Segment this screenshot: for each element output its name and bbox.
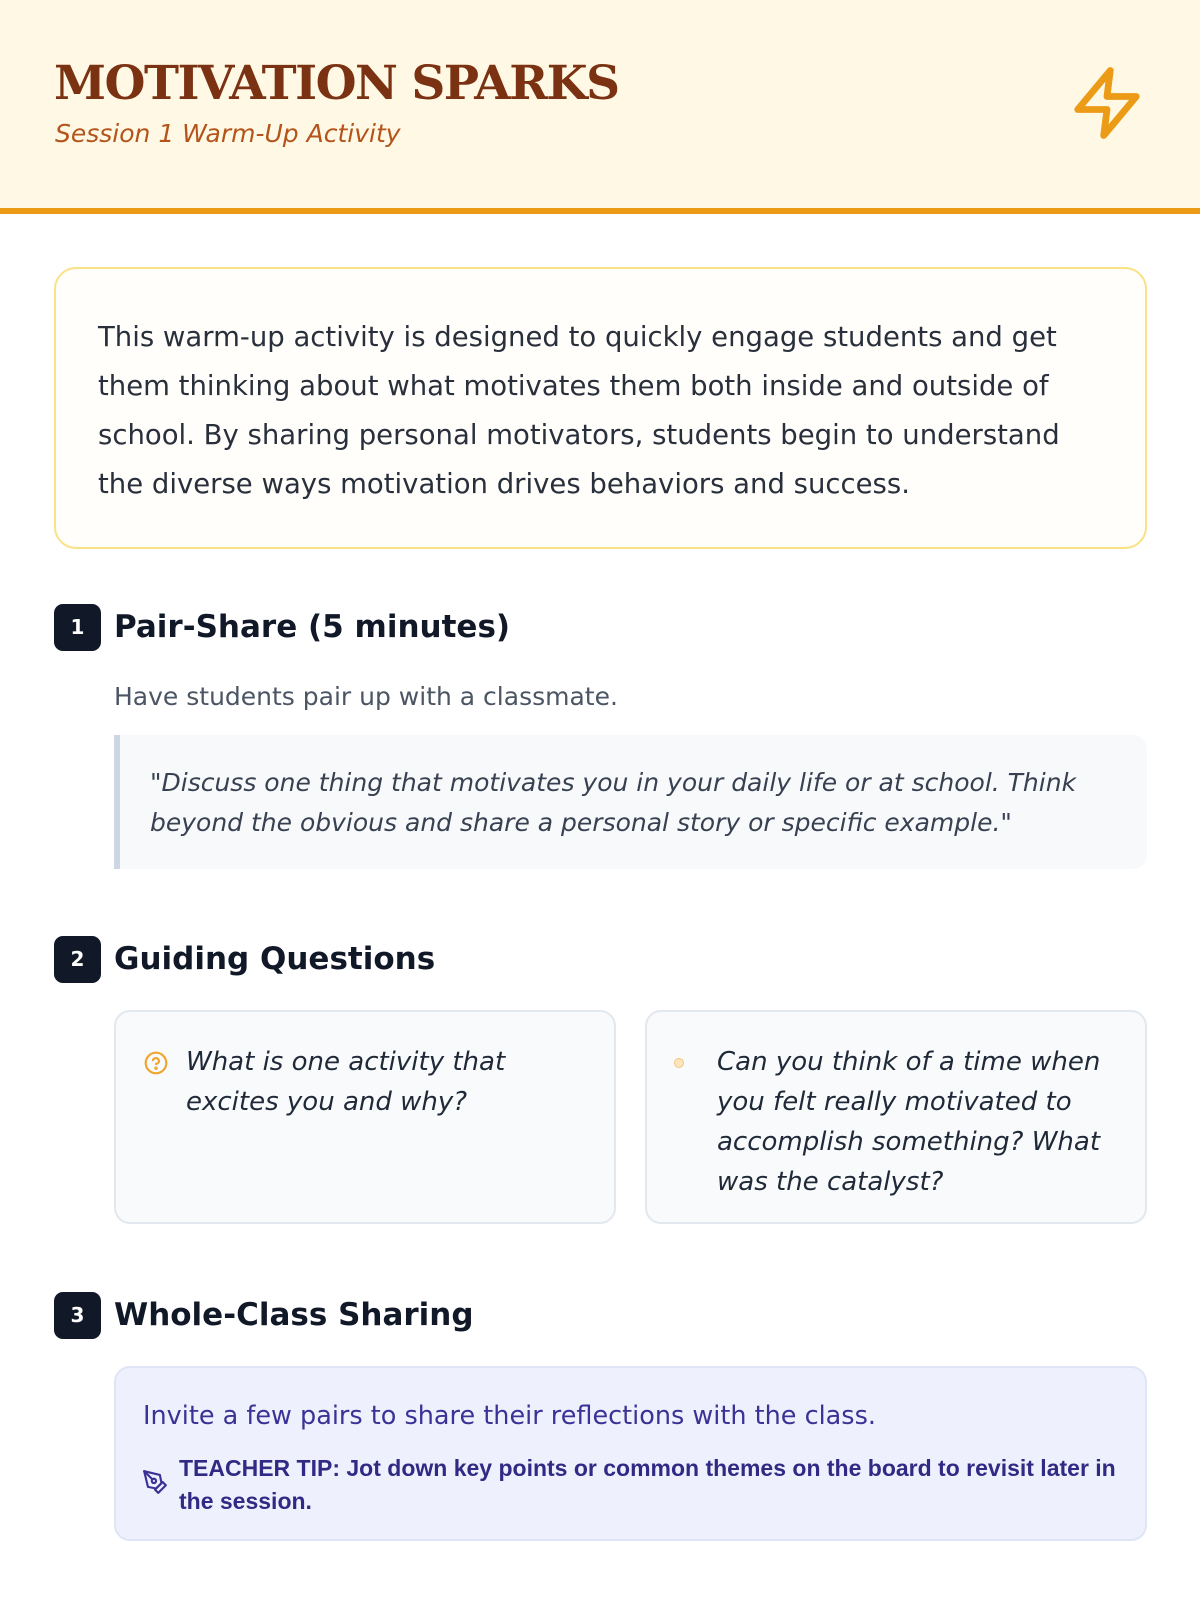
step-title: Guiding Questions (114, 941, 436, 977)
step-title: Pair-Share (5 minutes) (114, 609, 511, 645)
guiding-question-card (645, 1010, 1147, 1224)
guiding-question-card (114, 1010, 616, 1224)
header-banner (0, 0, 1200, 214)
lightning-bolt-icon (1068, 64, 1146, 142)
quote-text: "Discuss one thing that motivates you in your daily life or at school. Think beyond the obvious and share a personal story or specific example." (150, 768, 1077, 837)
question-text: What is one activity that excites you and why? (186, 1047, 506, 1117)
step-number-badge: 3 (54, 1292, 101, 1339)
step-2-header (54, 936, 1154, 984)
question-text: Can you think of a time when you felt really motivated to accomplish something? What was the catalyst? (717, 1047, 1101, 1197)
help-circle-icon (143, 1050, 169, 1076)
teacher-tip: TEACHER TIP: Jot down key points or common themes on the board to revisit later in the session. (179, 1455, 1116, 1514)
whole-class-sharing-box (114, 1366, 1147, 1541)
step-number-badge: 2 (54, 936, 101, 983)
page-title: MOTIVATION SPARKS (54, 56, 619, 111)
step-title: Whole-Class Sharing (114, 1297, 474, 1333)
pen-tool-icon (142, 1469, 168, 1495)
intro-text: This warm-up activity is designed to quickly engage students and get them thinking about what motivates them both inside and outside of school. By sharing personal motivators, students begin to understand the diverse ways motivation drives behaviors and success. (98, 321, 1060, 500)
page-subtitle: Session 1 Warm-Up Activity (55, 119, 401, 148)
dot-icon (674, 1058, 684, 1068)
step-1-header (54, 604, 1154, 652)
discussion-prompt-quote (114, 735, 1147, 869)
sharing-instruction: Invite a few pairs to share their reflections with the class. (143, 1401, 876, 1431)
intro-box (54, 267, 1147, 549)
step-3-header (54, 1292, 1154, 1340)
step-1-instruction: Have students pair up with a classmate. (114, 682, 618, 711)
step-number-badge: 1 (54, 604, 101, 651)
